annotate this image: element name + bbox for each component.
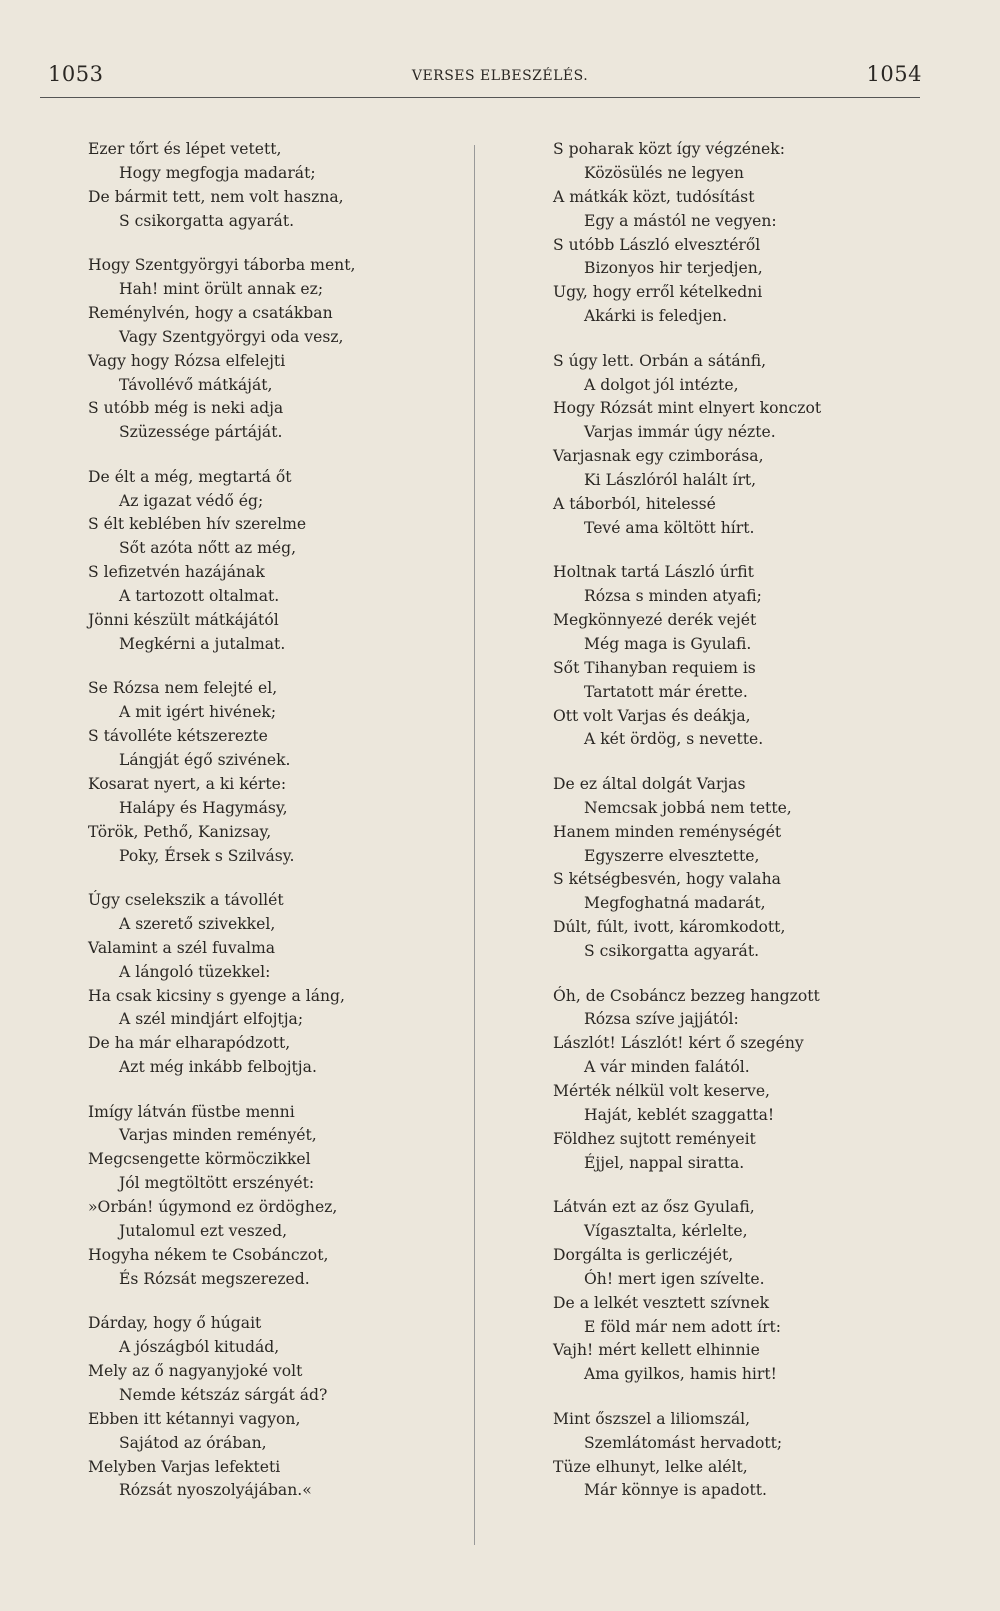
verse-line: És Rózsát megszerezed. xyxy=(119,1269,310,1288)
verse-line: Vagy Szentgyörgyi oda vesz, xyxy=(119,327,344,346)
verse-line: S csikorgatta agyarát. xyxy=(119,211,295,230)
verse-line: Tevé ama költött hírt. xyxy=(584,518,755,537)
verse-line: Jól megtöltött erszényét: xyxy=(119,1174,315,1193)
verse-line: De ez által dolgát Varjas xyxy=(553,774,746,793)
verse-line: Óh, de Csobáncz bezzeg hangzott xyxy=(553,986,820,1005)
verse-line: Hogy Rózsát mint elnyert konczot xyxy=(553,399,822,418)
stanza xyxy=(553,1196,883,1387)
verse-line: Ki Lászlóról halált írt, xyxy=(584,471,757,490)
verse-line: »Orbán! úgymond ez ördöghez, xyxy=(88,1198,338,1217)
verse-line: Közösülés ne legyen xyxy=(584,163,744,182)
verse-line: A vár minden falától. xyxy=(584,1058,750,1077)
verse-line: A két ördög, s nevette. xyxy=(584,730,764,749)
verse-line: A mátkák közt, tudósítást xyxy=(553,187,755,206)
verse-line: De a lelkét vesztett szívnek xyxy=(553,1293,770,1312)
verse-line: Óh! mert igen szívelte. xyxy=(584,1269,765,1288)
verse-line: Melyben Varjas lefekteti xyxy=(88,1457,281,1476)
verse-line: Hah! mint örült annak ez; xyxy=(119,279,324,298)
stanza xyxy=(553,1408,883,1504)
verse-line: Mérték nélkül volt keserve, xyxy=(553,1082,771,1101)
right-page-number: 1054 xyxy=(866,62,922,86)
verse-line: S távolléte kétszerezte xyxy=(88,727,268,746)
verse-line: A táborból, hitelessé xyxy=(553,494,716,513)
verse-line: Megcsengette körmöczikkel xyxy=(88,1150,311,1169)
verse-line: Ott volt Varjas és deákja, xyxy=(553,706,751,725)
verse-line: Nemcsak jobbá nem tette, xyxy=(584,798,792,817)
verse-line: Se Rózsa nem felejté el, xyxy=(88,679,278,698)
verse-line: A szél mindjárt elfojtja; xyxy=(119,1010,304,1029)
verse-line: S utóbb még is neki adja xyxy=(88,399,284,418)
verse-line: A lángoló tüzekkel: xyxy=(119,962,271,981)
verse-line: Tartatott már érette. xyxy=(584,682,748,701)
stanza xyxy=(553,985,883,1176)
verse-line: Rózsa s minden atyafi; xyxy=(584,587,762,606)
verse-line: Azt még inkább felbojtja. xyxy=(119,1058,317,1077)
verse-line: Megkönnyezé derék vejét xyxy=(553,611,757,630)
verse-line: S lefizetvén hazájának xyxy=(88,563,265,582)
verse-line: Mint őszszel a liliomszál, xyxy=(553,1409,751,1428)
verse-line: Ha csak kicsiny s gyenge a láng, xyxy=(88,986,345,1005)
verse-line: Holtnak tartá László úrfit xyxy=(553,563,754,582)
verse-line: Tüze elhunyt, lelke alélt, xyxy=(553,1457,748,1476)
verse-line: Ebben itt kétannyi vagyon, xyxy=(88,1409,301,1428)
verse-line: Lászlót! Lászlót! kért ő szegény xyxy=(553,1034,804,1053)
verse-line: S úgy lett. Orbán a sátánfi, xyxy=(553,351,767,370)
stanza xyxy=(88,138,428,234)
verse-line: A szerető szivekkel, xyxy=(119,914,276,933)
stanza xyxy=(88,466,428,657)
verse-line: Akárki is feledjen. xyxy=(584,307,728,326)
stanza xyxy=(88,677,428,868)
stanza xyxy=(88,1101,428,1292)
verse-line: Sőt Tihanyban requiem is xyxy=(553,658,756,677)
verse-line: Megfoghatná madarát, xyxy=(584,894,766,913)
stanza xyxy=(553,773,883,964)
verse-line: Szemlátomást hervadott; xyxy=(584,1433,783,1452)
verse-line: Vígasztalta, kérlelte, xyxy=(584,1222,748,1241)
verse-line: E föld már nem adott írt: xyxy=(584,1317,782,1336)
verse-line: Úgy cselekszik a távollét xyxy=(88,890,284,909)
stanza xyxy=(553,561,883,752)
verse-line: De bármit tett, nem volt haszna, xyxy=(88,187,344,206)
verse-line: Vagy hogy Rózsa elfelejti xyxy=(88,351,286,370)
verse-line: Sajátod az órában, xyxy=(119,1433,267,1452)
verse-line: Varjas immár úgy nézte. xyxy=(584,423,776,442)
verse-line: Hogyha nékem te Csobánczot, xyxy=(88,1245,329,1264)
verse-line: Ama gyilkos, hamis hirt! xyxy=(584,1365,777,1384)
verse-line: Jutalomul ezt veszed, xyxy=(119,1222,288,1241)
verse-line: S poharak közt így végzének: xyxy=(553,140,785,158)
verse-line: Nemde kétszáz sárgát ád? xyxy=(119,1385,328,1404)
verse-line: Rózsát nyoszolyájában.« xyxy=(119,1481,312,1500)
verse-line: Halápy és Hagymásy, xyxy=(119,798,288,817)
stanza xyxy=(88,1312,428,1503)
verse-line: S kétségbesvén, hogy valaha xyxy=(553,870,781,889)
verse-line: Éjjel, nappal siratta. xyxy=(584,1153,745,1172)
verse-line: Dorgálta is gerliczéjét, xyxy=(553,1245,734,1264)
verse-line: A tartozott oltalmat. xyxy=(119,587,280,606)
verse-line: Bizonyos hir terjedjen, xyxy=(584,259,763,278)
left-poem-column xyxy=(88,138,428,1524)
stanza xyxy=(88,254,428,445)
verse-line: Vajh! mért kellett elhinnie xyxy=(553,1341,760,1360)
verse-line: Egyszerre elvesztette, xyxy=(584,846,760,865)
verse-line: Megkérni a jutalmat. xyxy=(119,634,286,653)
verse-line: Még maga is Gyulafi. xyxy=(584,634,752,653)
stanza xyxy=(553,350,883,541)
verse-line: Hogy Szentgyörgyi táborba ment, xyxy=(88,256,356,275)
verse-line: Imígy látván füstbe menni xyxy=(88,1102,295,1121)
verse-line: Haját, keblét szaggatta! xyxy=(584,1105,775,1124)
verse-line: Varjasnak egy czimborása, xyxy=(553,447,764,466)
running-title: VERSES ELBESZÉLÉS. xyxy=(411,68,589,84)
header-rule xyxy=(40,97,920,98)
verse-line: Sőt azóta nőtt az még, xyxy=(119,539,297,558)
stanza xyxy=(553,138,883,329)
verse-line: Hogy megfogja madarát; xyxy=(119,163,316,182)
verse-line: Török, Pethő, Kanizsay, xyxy=(88,822,272,841)
verse-line: S utóbb László elvesztéről xyxy=(553,235,761,254)
verse-line: De ha már elharapódzott, xyxy=(88,1034,291,1053)
verse-line: Reménylvén, hogy a csatákban xyxy=(88,303,333,322)
verse-line: De élt a még, megtartá őt xyxy=(88,467,292,486)
verse-line: Rózsa szíve jajjától: xyxy=(584,1010,739,1029)
verse-line: Jönni készült mátkájától xyxy=(88,611,279,630)
verse-line: A dolgot jól intézte, xyxy=(584,375,739,394)
verse-line: Ezer tőrt és lépet vetett, xyxy=(88,140,282,158)
right-poem-column xyxy=(553,138,883,1524)
verse-line: Földhez sujtott reményeit xyxy=(553,1129,756,1148)
verse-line: S élt keblében hív szerelme xyxy=(88,515,307,534)
verse-line: Távollévő mátkáját, xyxy=(119,375,273,394)
stanza xyxy=(88,889,428,1080)
verse-line: A jószágból kitudád, xyxy=(119,1338,280,1357)
page-header xyxy=(0,62,1000,92)
verse-line: Már könnye is apadott. xyxy=(584,1481,767,1500)
verse-line: Kosarat nyert, a ki kérte: xyxy=(88,774,287,793)
column-divider xyxy=(474,145,475,1545)
verse-line: Dárday, hogy ő húgait xyxy=(88,1314,262,1333)
verse-line: Lángját égő szivének. xyxy=(119,750,291,769)
verse-line: Mely az ő nagyanyjoké volt xyxy=(88,1361,303,1380)
verse-line: Szüzessége pártáját. xyxy=(119,423,283,442)
verse-line: Ugy, hogy erről kételkedni xyxy=(553,283,763,302)
verse-line: S csikorgatta agyarát. xyxy=(584,942,760,961)
verse-line: Dúlt, fúlt, ivott, káromkodott, xyxy=(553,918,786,937)
verse-line: A mit igért hivének; xyxy=(119,703,277,722)
verse-line: Valamint a szél fuvalma xyxy=(88,938,276,957)
verse-line: Az igazat védő ég; xyxy=(119,491,264,510)
verse-line: Hanem minden reménységét xyxy=(553,822,782,841)
verse-line: Egy a mástól ne vegyen: xyxy=(584,211,777,230)
left-page-number: 1053 xyxy=(48,62,104,86)
verse-line: Látván ezt az ősz Gyulafi, xyxy=(553,1198,755,1217)
verse-line: Varjas minden reményét, xyxy=(119,1126,317,1145)
verse-line: Poky, Érsek s Szilvásy. xyxy=(119,846,295,865)
